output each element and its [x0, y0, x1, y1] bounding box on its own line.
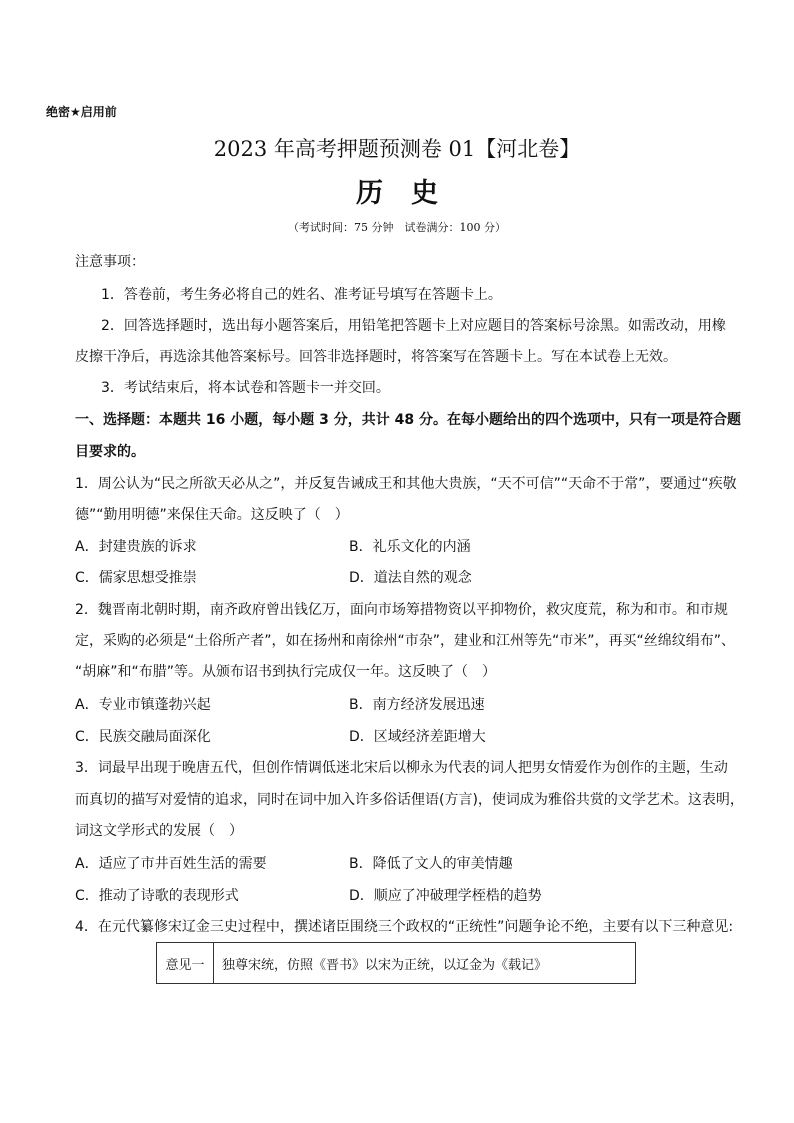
- exam-info: （考试时间：75 分钟 试卷满分：100 分）: [288, 221, 506, 234]
- q1-stem-line-2: 德”“勤用明德”来保住天命。这反映了（ ）: [75, 507, 349, 523]
- confidential-label: 绝密★启用前: [46, 105, 117, 119]
- opinion-key: 意见一: [157, 943, 214, 984]
- q3-option-b: B．降低了文人的审美情趣: [349, 856, 513, 872]
- q3-stem-line-2: 而真切的描写对爱情的追求，同时在词中加入许多俗话俚语(方言)，使词成为雅俗共赏的文学艺术。这表明，: [75, 792, 744, 808]
- exam-title: 2023 年高考押题预测卷 01【河北卷】: [213, 137, 581, 161]
- q4-stem-line-1: 4．在元代纂修宋辽金三史过程中，撰述诸臣围绕三个政权的“正统性”问题争论不绝，主要有以下三种意见:: [75, 919, 734, 935]
- q2-option-b: B．南方经济发展迅速: [349, 697, 485, 713]
- q1-option-a: A．封建贵族的诉求: [75, 539, 197, 555]
- q3-option-c: C．推动了诗歌的表现形式: [75, 888, 239, 904]
- q3-stem-line-3: 词这文学形式的发展（ ）: [75, 823, 243, 839]
- q2-option-c: C．民族交融局面深化: [75, 729, 211, 745]
- q2-stem-line-3: “胡麻”和“布腊”等。从颁布诏书到执行完成仅一年。这反映了（ ）: [75, 664, 497, 680]
- q2-option-a: A．专业市镇蓬勃兴起: [75, 697, 211, 713]
- section-heading-line-1: 一、选择题：本题共 16 小题，每小题 3 分，共计 48 分。在每小题给出的四个选项中，只有一项是符合题: [75, 412, 741, 428]
- q2-stem-line-1: 2．魏晋南北朝时期，南齐政府曾出钱亿万，面向市场筹措物资以平抑物价，救灾度荒，称为和市。和市规: [75, 602, 728, 618]
- notes-heading: 注意事项：: [75, 254, 145, 270]
- section-heading-line-2: 目要求的。: [75, 444, 145, 460]
- q1-option-d: D．道法自然的观念: [349, 570, 472, 586]
- q2-option-d: D．区域经济差距增大: [349, 729, 486, 745]
- q2-stem-line-2: 定，采购的必须是“土俗所产者”，如在扬州和南徐州“市杂”，建业和江州等先“市米”，再买“丝绵纹绢布”、: [75, 633, 736, 649]
- q1-option-b: B．礼乐文化的内涵: [349, 539, 471, 555]
- note-2-line-1: 2．回答选择题时，选出每小题答案后，用铅笔把答题卡上对应题目的答案标号涂黑。如需改动，用橡: [101, 318, 726, 334]
- q4-opinion-table: [156, 942, 636, 984]
- note-1: 1．答卷前，考生务必将自己的姓名、准考证号填写在答题卡上。: [101, 287, 502, 303]
- subject-title: 历史: [356, 178, 466, 209]
- q3-option-d: D．顺应了冲破理学桎梏的趋势: [349, 888, 542, 904]
- q3-option-a: A．适应了市井百姓生活的需要: [75, 856, 267, 872]
- table-row: [157, 943, 636, 984]
- q3-stem-line-1: 3．词最早出现于晚唐五代，但创作情调低迷北宋后以柳永为代表的词人把男女情爱作为创作的主题，生动: [75, 760, 728, 776]
- q1-stem-line-1: 1．周公认为“民之所欲天必从之”，并反复告诫成王和其他大贵族，“天不可信”“天命不于常”，要通过“疾敬: [75, 476, 737, 492]
- q1-option-c: C．儒家思想受推崇: [75, 570, 197, 586]
- opinion-text: 独尊宋统，仿照《晋书》以宋为正统，以辽金为《载记》: [214, 943, 636, 984]
- note-3: 3．考试结束后，将本试卷和答题卡一并交回。: [101, 380, 390, 396]
- note-2-line-2: 皮擦干净后，再选涂其他答案标号。回答非选择题时，将答案写在答题卡上。写在本试卷上无效。: [75, 349, 677, 365]
